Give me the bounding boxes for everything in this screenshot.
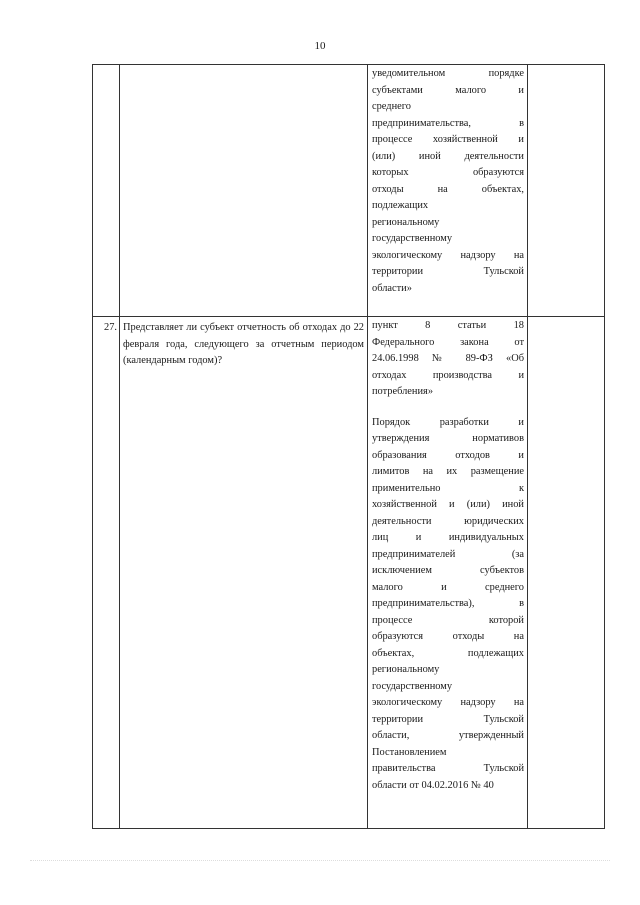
page-number: 10: [314, 40, 326, 52]
reference-line: деятельности юридических: [372, 515, 524, 527]
reference-line: субъектами малого и: [372, 84, 524, 96]
reference-line: предпринимательства, в: [372, 117, 524, 129]
reference-line: применительно к: [372, 482, 524, 494]
reference-line: утверждения нормативов: [372, 433, 524, 444]
reference-line: уведомительном порядке: [372, 68, 524, 79]
reference-line: предпринимателей (за: [372, 548, 524, 560]
reference-line: лимитов на их размещение: [372, 466, 524, 477]
reference-line: области, утвержденный: [372, 730, 524, 741]
reference-paragraph: [372, 415, 524, 795]
reference-line: объектах, подлежащих: [372, 647, 524, 659]
reference-line: Федерального закона от: [372, 336, 524, 348]
reference-line: 24.06.1998 № 89-ФЗ «Об: [372, 353, 524, 364]
reference-line: процессе хозяйственной и: [372, 134, 524, 145]
reference-line: экологическому надзору на: [372, 249, 524, 261]
reference-line: образования отходов и: [372, 449, 524, 461]
requirements-table: [92, 64, 605, 829]
question-text: Представляет ли субъект отчетность об отходах до 22 февраля года, следующего за отчетным периодом (календарным годом)?: [123, 322, 364, 366]
reference-line: области»: [372, 282, 412, 294]
table-row: [93, 317, 605, 829]
reference-paragraph: [372, 66, 524, 297]
reference-line: лиц и индивидуальных: [372, 532, 524, 543]
reference-line: образуются отходы на: [372, 631, 524, 642]
reference-line: Порядок разработки и: [372, 416, 524, 428]
legal-reference-cell: [368, 317, 528, 829]
question-cell: [120, 317, 368, 829]
reference-line: подлежащих: [372, 200, 429, 211]
reference-line: исключением субъектов: [372, 565, 524, 576]
reference-line: Постановлением: [372, 746, 447, 758]
reference-line: государственному: [372, 680, 453, 692]
reference-paragraph: [372, 318, 524, 401]
reference-line: территории Тульской: [372, 713, 524, 725]
legal-reference-cell: [368, 65, 528, 317]
reference-line: государственному: [372, 233, 453, 244]
reference-line: пункт 8 статьи 18: [372, 320, 524, 331]
scan-artifact-line: [30, 860, 610, 862]
reference-line: региональному: [372, 216, 440, 228]
reference-line: области от 04.02.2016 № 40: [372, 779, 494, 791]
reference-line: малого и среднего: [372, 581, 524, 593]
notes-cell: [528, 317, 605, 829]
row-number-cell: 27.: [93, 317, 120, 829]
reference-line: территории Тульской: [372, 266, 524, 277]
reference-line: отходах производства и: [372, 369, 524, 381]
reference-line: предпринимательства), в: [372, 598, 524, 609]
row-number-cell: [93, 65, 120, 317]
reference-line: экологическому надзору на: [372, 697, 524, 708]
reference-line: процессе которой: [372, 614, 524, 626]
question-cell: [120, 65, 368, 317]
reference-line: потребления»: [372, 386, 434, 397]
reference-line: хозяйственной и (или) иной: [372, 499, 524, 510]
reference-line: региональному: [372, 664, 440, 675]
reference-line: отходы на объектах,: [372, 183, 524, 195]
reference-line: среднего: [372, 101, 411, 112]
table-row: [93, 65, 605, 317]
reference-line: (или) иной деятельности: [372, 150, 524, 162]
notes-cell: [528, 65, 605, 317]
reference-line: правительства Тульской: [372, 763, 524, 774]
reference-line: которых образуются: [372, 167, 524, 178]
